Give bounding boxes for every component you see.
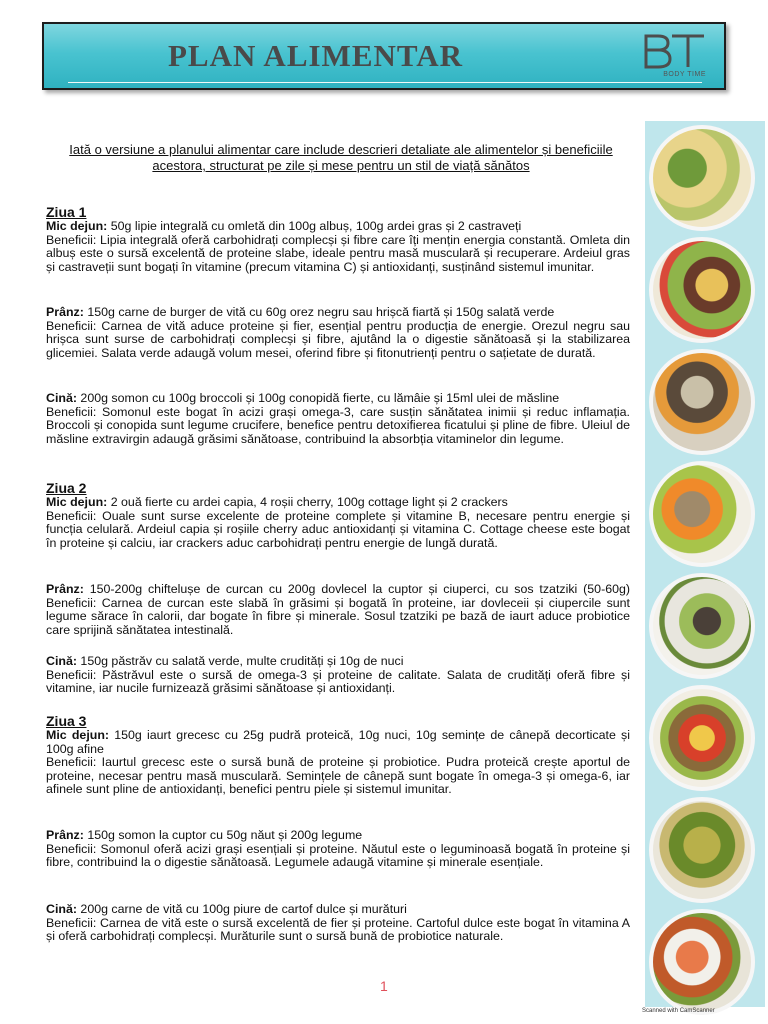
meal-block bbox=[46, 306, 630, 360]
meal-benefits: Beneficii: Somonul oferă acizi grași esențiali și proteine. Năutul este o leguminoasă bogată în proteine și fibre, contribuind la o digestie sănătoasă. Legumele adaugă vitamine și minerale esențiale. bbox=[46, 841, 630, 870]
meal-text: 200g carne de vită cu 100g piure de cartof dulce și murături bbox=[76, 902, 407, 916]
meal-text: 200g somon cu 100g broccoli și 100g conopidă fierte, cu lămâie și 15ml ulei de măsline bbox=[76, 391, 560, 405]
meal-block bbox=[46, 220, 630, 274]
food-plate-image bbox=[649, 237, 755, 343]
day-title: Ziua 3 bbox=[46, 713, 87, 729]
meal-block bbox=[46, 903, 630, 944]
meal-benefits: Beneficii: Păstrăvul este o sursă de omega-3 și proteine de calitate. Salata de crudități oferă fibre și vitamine, iar nucile furnizează grăsimi sănătoase și antioxidanți. bbox=[46, 667, 630, 696]
logo-subtitle: BODY TIME bbox=[663, 71, 706, 78]
meal-block bbox=[46, 392, 630, 446]
meal-block bbox=[46, 729, 630, 797]
intro-text: Iată o versiune a planului alimentar care include descrieri detaliate ale alimentelor și beneficiile acestora, structurat pe zile și mese pentru un stil de viață sănătos bbox=[69, 142, 613, 173]
day-title: Ziua 2 bbox=[46, 480, 87, 496]
meal-label: Mic dejun: bbox=[46, 219, 108, 233]
meal-block bbox=[46, 829, 630, 870]
meal-benefits: Beneficii: Carnea de vită aduce proteine și fier, esențial pentru producția de energie. Orezul negru sau hrișca sunt surse de carbohidrați complecși și fibre, ajutând la o digestie sănătoasă și la stabilizarea glicemiei. Salata verde adaugă volum mesei, oferind fibre și fitonutrienți pentru o sațietate de durată. bbox=[46, 318, 630, 360]
food-photo-sidebar bbox=[645, 121, 765, 1007]
meal-text: 150g somon la cuptor cu 50g năut și 200g legume bbox=[83, 828, 363, 842]
meal-benefits: Beneficii: Lipia integrală oferă carbohidrați complecși și fibre care îți mențin energia constantă. Omleta din albuș este o sursă excelentă de proteine slabe, ideale pentru masă musculară și recuperare. Ardeiul gras și castraveții sunt bogați în vitamine (precum vitamina C) și antioxidanți, susținând sistemul imunitar. bbox=[46, 232, 630, 274]
meal-label: Cină: bbox=[46, 654, 77, 668]
page-number: 1 bbox=[380, 978, 388, 994]
meal-benefits: Beneficii: Iaurtul grecesc este o sursă bună de proteine și probiotice. Pudra proteică crește aportul de proteine, necesar pentru masă musculară. Semințele de cânepă sunt bogate în omega-3 și omega-6, iar afinele sunt pline de antioxidanți, benefici pentru piele și sistemul imunitar. bbox=[46, 755, 630, 797]
meal-label: Cină: bbox=[46, 391, 77, 405]
meal-label: Mic dejun: bbox=[46, 728, 110, 742]
meal-text: 50g lipie integrală cu omletă din 100g albuș, 100g ardei gras și 2 castraveți bbox=[107, 219, 522, 233]
header-divider bbox=[68, 82, 702, 83]
food-plate-image bbox=[649, 797, 755, 903]
meal-label: Prânz: bbox=[46, 828, 84, 842]
scanner-watermark: Scanned with CamScanner bbox=[642, 1008, 715, 1014]
food-plate-image bbox=[649, 461, 755, 567]
meal-benefits: Beneficii: Somonul este bogat în acizi grași omega-3, care susțin sănătatea inimii și reduc inflamația. Broccoli și conopida sunt legume crucifere, benefice pentru detoxifierea ficatului și pline de fibre. Uleiul de măsline extravirgin adaugă grăsimi sănătoase, contribuind la absorbția vitaminelor din legume. bbox=[46, 404, 630, 446]
food-plate-image bbox=[649, 349, 755, 455]
page-title: PLAN ALIMENTAR bbox=[168, 38, 464, 73]
meal-benefits: Beneficii: Ouale sunt surse excelente de proteine complete și vitamine B, necesare pentru energie și funcția celulară. Ardeiul capia și roșiile cherry aduc antioxidanți și vitamina C. Cottage cheese este bogat în proteine și calciu, iar crackers aduc carbohidrați pentru energie de lungă durată. bbox=[46, 508, 630, 550]
meal-label: Cină: bbox=[46, 902, 77, 916]
day-title: Ziua 1 bbox=[46, 204, 87, 220]
food-plate-image bbox=[649, 685, 755, 791]
food-plate-image bbox=[649, 125, 755, 231]
meal-label: Mic dejun: bbox=[46, 495, 108, 509]
meal-text: 150g păstrăv cu salată verde, multe crudități și 10g de nuci bbox=[76, 654, 404, 668]
meal-text: 2 ouă fierte cu ardei capia, 4 roșii cherry, 100g cottage light și 2 crackers bbox=[107, 495, 508, 509]
meal-text: 150g carne de burger de vită cu 60g orez negru sau hrișcă fiartă și 150g salată verde bbox=[83, 305, 555, 319]
meal-label: Prânz: bbox=[46, 305, 84, 319]
meal-block bbox=[46, 496, 630, 550]
meal-label: Prânz: bbox=[46, 582, 84, 596]
food-plate-image bbox=[649, 573, 755, 679]
meal-text: 150g iaurt grecesc cu 25g pudră proteică, 10g nuci, 10g semințe de cânepă decorticate și 100g afine bbox=[46, 728, 631, 756]
meal-block bbox=[46, 655, 630, 696]
meal-block bbox=[46, 583, 630, 637]
meal-text: 150-200g chiftelușe de curcan cu 200g dovlecel la cuptor și ciuperci, cu sos tzatziki (50-60g) Beneficii: Carnea de curcan este slabă în grăsimi și bogată în proteine, iar dovleceii și ciupercile sunt legume sărace în calorii, dar bogate în fibre și minerale. Sosul tzatziki pe bază de iaurt aduce probiotice care sprijină sănătatea intestinală. bbox=[46, 582, 630, 637]
food-plate-image bbox=[649, 909, 755, 1015]
header-banner bbox=[42, 22, 726, 90]
meal-benefits: Beneficii: Carnea de vită este o sursă excelentă de fier și proteine. Cartoful dulce este bogat în vitamina A și oferă carbohidrați complecși. Murăturile sunt o sursă bună de probiotice naturale. bbox=[46, 915, 630, 944]
